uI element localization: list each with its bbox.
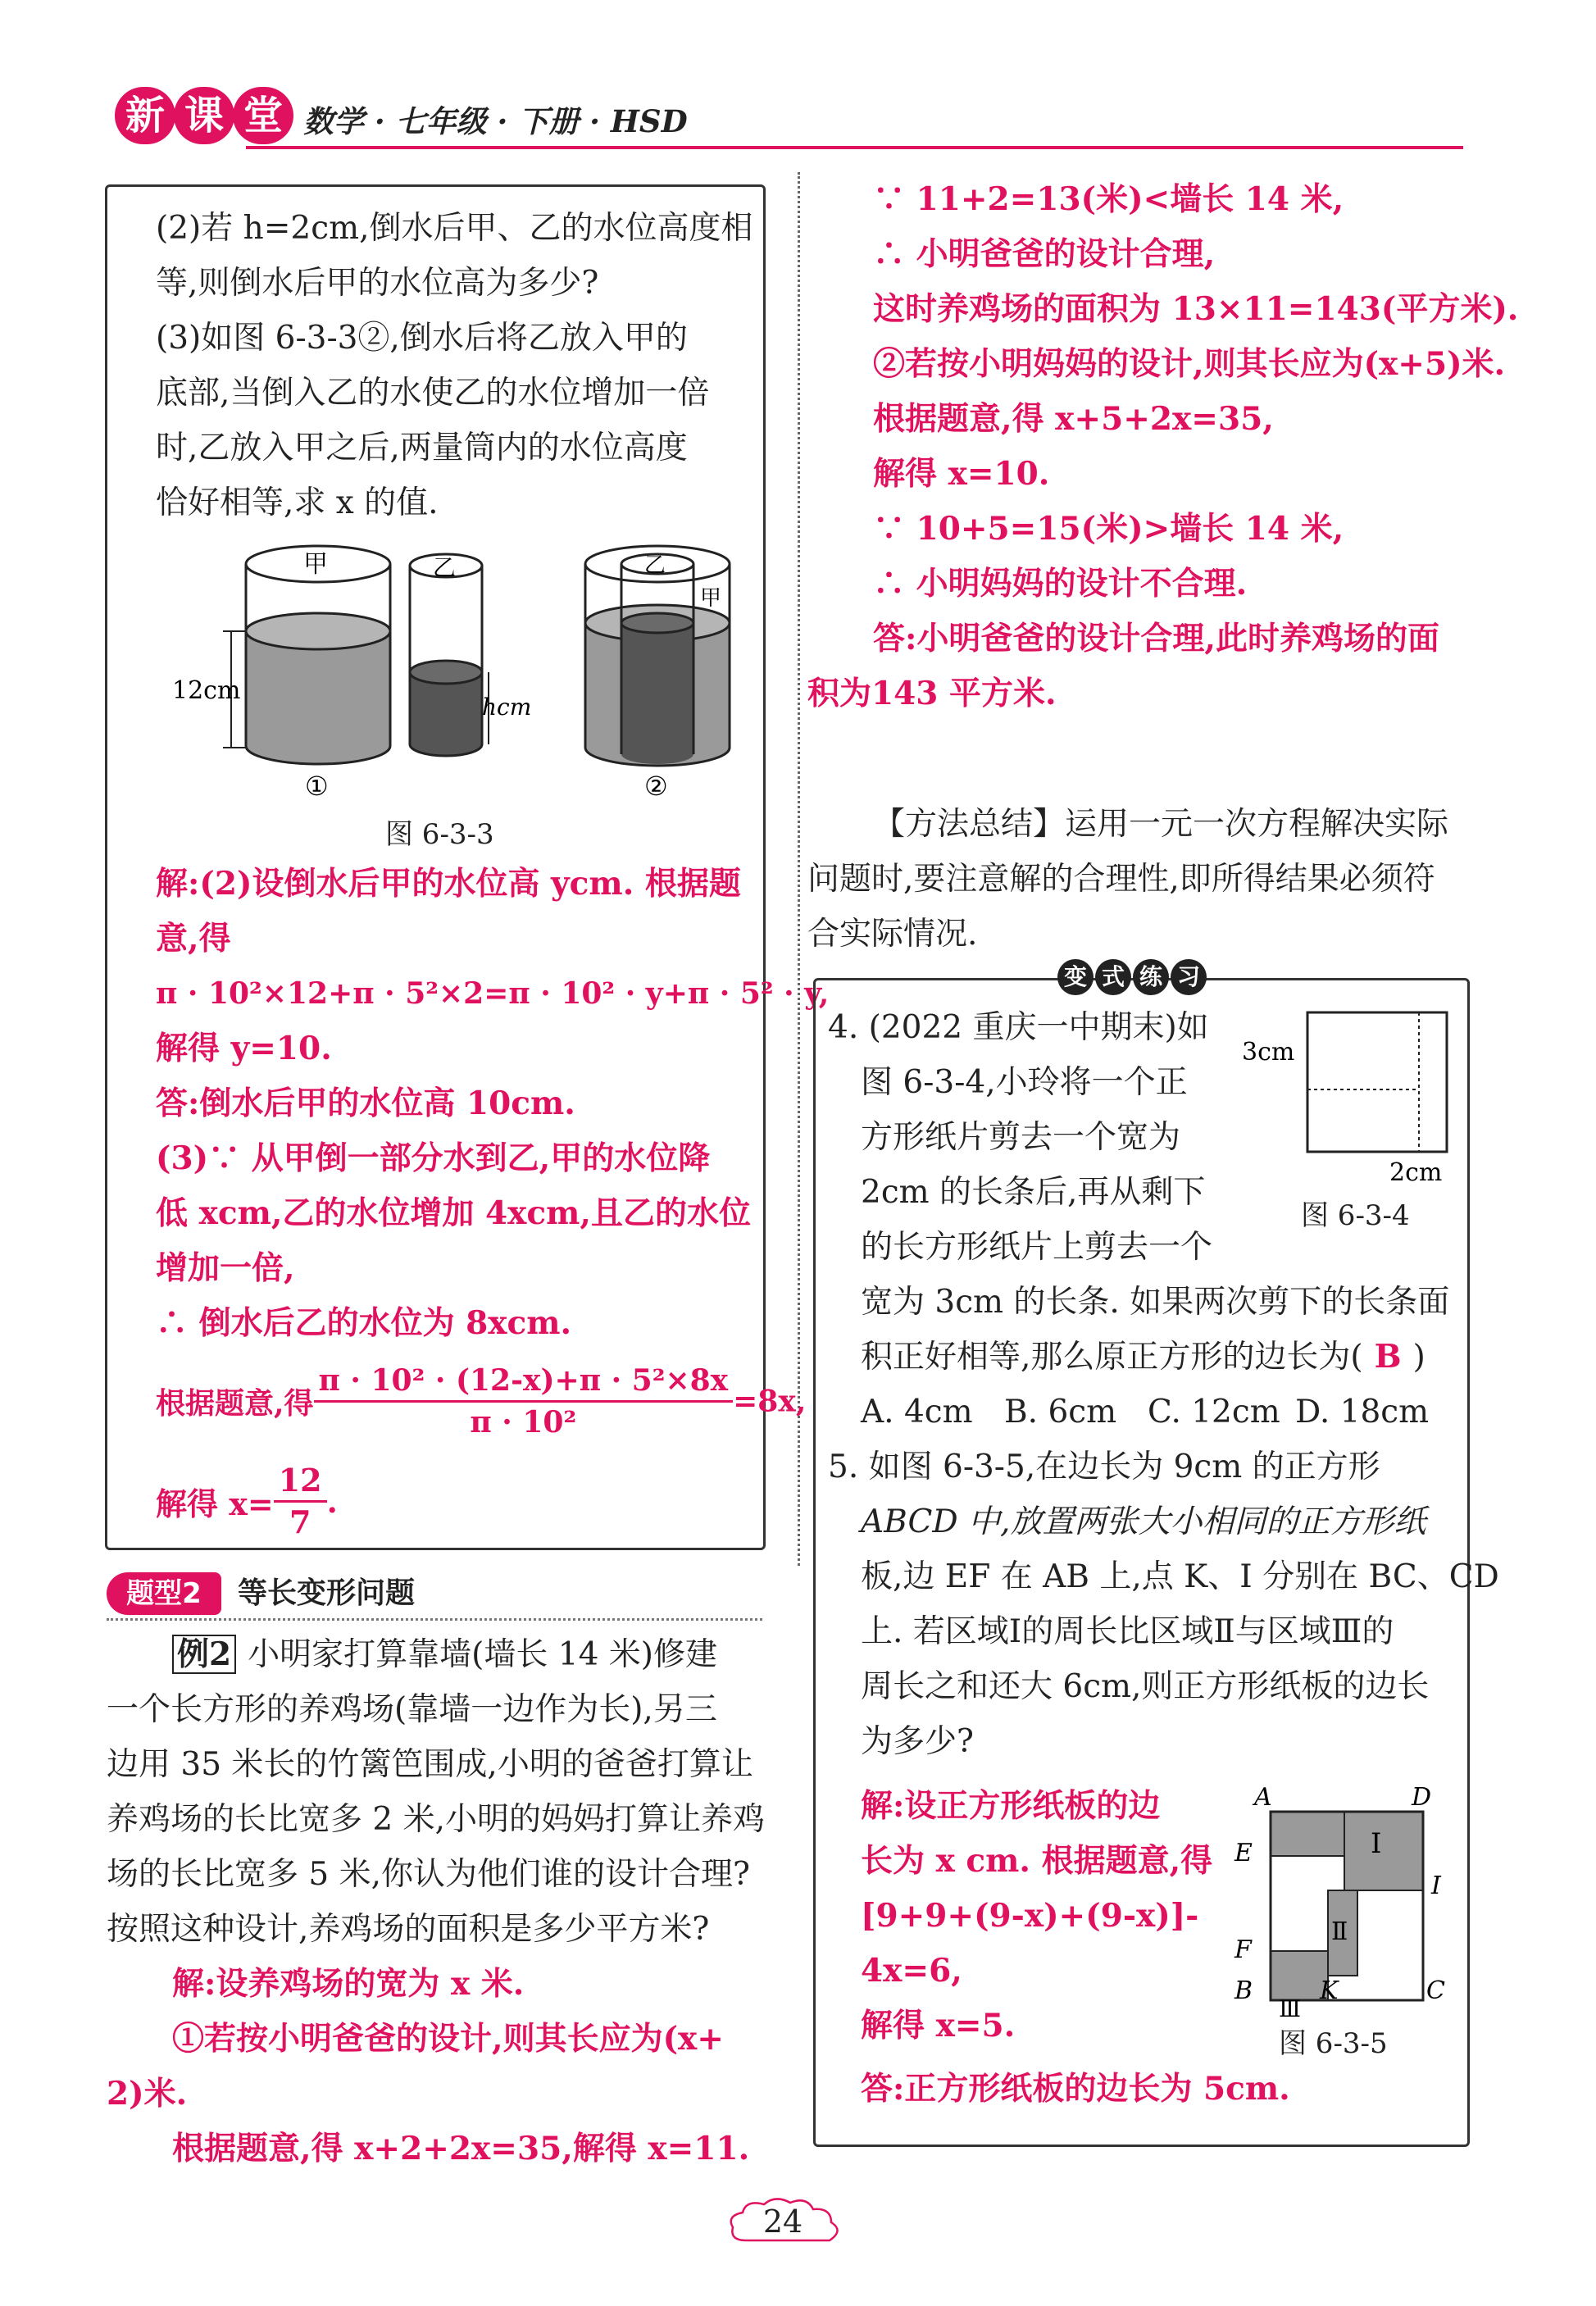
page-number xyxy=(721,2193,853,2250)
eq-suffix: =8x, xyxy=(733,1384,807,1419)
sol-line-5: 答:倒水后甲的水位高 10cm. xyxy=(156,1085,575,1122)
q5-sol-line-5: 解得 x=5. xyxy=(861,2007,1016,2044)
ans-suffix: . xyxy=(326,1483,338,1520)
label-yi-2: 乙 xyxy=(644,553,666,578)
sol-line-1: 解:(2)设倒水后甲的水位高 ycm. 根据题 xyxy=(156,865,741,903)
example-line-6: 按照这种设计,养鸡场的面积是多少平方米? xyxy=(107,1911,710,1948)
example-line-2: 一个长方形的养鸡场(靠墙一边作为长),另三 xyxy=(107,1691,717,1728)
region-3: Ⅲ xyxy=(1279,1995,1302,2017)
example-text-1: 小明家打算靠墙(墙长 14 米)修建 xyxy=(248,1636,717,1673)
q4-line-4: 2cm 的长条后,再从剩下 xyxy=(861,1174,1206,1211)
header-title: 数学 · 七年级 · 下册 · HSD xyxy=(303,103,688,139)
badge-char-1: 变 xyxy=(1057,959,1094,995)
fig-6-3-5-caption: 图 6-3-5 xyxy=(1279,2027,1388,2060)
logo-char-2: 课 xyxy=(174,87,234,144)
answer-fraction xyxy=(156,1461,338,1542)
pt-B: B xyxy=(1235,1976,1253,2005)
q3-line-1: (3)如图 6-3-3②,倒水后将乙放入甲的 xyxy=(156,320,688,357)
pt-D: D xyxy=(1412,1783,1432,1812)
q4-option-d: D. 18cm xyxy=(1295,1394,1430,1430)
right-line-10: 积为143 平方米. xyxy=(807,675,1057,712)
q5-sol-line-1: 解:设正方形纸板的边 xyxy=(861,1787,1161,1825)
logo-char-3: 堂 xyxy=(233,87,293,144)
cylinder-nested xyxy=(585,546,730,766)
right-line-3: 这时养鸡场的面积为 13×11=143(平方米). xyxy=(873,290,1519,328)
pt-K: K xyxy=(1320,1976,1339,2005)
badge-char-4: 习 xyxy=(1171,959,1207,995)
pt-I: I xyxy=(1431,1872,1441,1900)
section-rule xyxy=(107,1618,762,1621)
header-rule xyxy=(246,146,1463,149)
example-line-1 xyxy=(172,1627,717,1682)
ans-prefix: 解得 x= xyxy=(156,1485,274,1522)
q5-line-3: 板,边 EF 在 AB 上,点 K、I 分别在 BC、CD xyxy=(861,1558,1499,1595)
q4-option-c: C. 12cm xyxy=(1148,1394,1280,1430)
q5-line-5: 周长之和还大 6cm,则正方形纸板的边长 xyxy=(861,1668,1430,1705)
region-2: Ⅱ xyxy=(1331,1917,1348,1946)
q4-line-1: 4. (2022 重庆一中期末)如 xyxy=(828,1009,1209,1046)
sol-line-4: 解得 y=10. xyxy=(156,1030,332,1067)
q5-line-1: 5. 如图 6-3-5,在边长为 9cm 的正方形 xyxy=(828,1449,1380,1485)
figure-cylinders xyxy=(164,533,738,803)
q5-line-6: 为多少? xyxy=(861,1723,974,1760)
q4-paren-left: ( xyxy=(1350,1339,1363,1376)
pt-E: E xyxy=(1235,1839,1253,1867)
q5-line-4: 上. 若区域Ⅰ的周长比区域Ⅱ与区域Ⅲ的 xyxy=(861,1613,1394,1650)
equation-fraction xyxy=(156,1361,806,1442)
example-line-4: 养鸡场的长比宽多 2 米,小明的妈妈打算让养鸡 xyxy=(107,1801,766,1838)
q4-option-a: A. 4cm xyxy=(861,1394,973,1430)
eq-numerator: π · 10² · (12-x)+π · 5²×8x xyxy=(314,1361,734,1403)
ans-numerator: 12 xyxy=(274,1461,327,1503)
q3-line-3: 时,乙放入甲之后,两量筒内的水位高度 xyxy=(156,430,688,466)
cylinder-yi xyxy=(410,554,482,756)
brand-logo xyxy=(107,82,295,149)
q5-line-2: ABCD 中,放置两张大小相同的正方形纸 xyxy=(861,1503,1426,1540)
ans-denominator: 7 xyxy=(289,1503,311,1540)
sol-line-3: π · 10²×12+π · 5²×2=π · 10² · y+π · 5² · y, xyxy=(156,976,830,1011)
label-2cm: 2cm xyxy=(1389,1158,1443,1187)
method-line-2: 问题时,要注意解的合理性,即所得结果必须符 xyxy=(807,861,1435,898)
figure-square-strips xyxy=(1242,1004,1455,1193)
q2-line-2: 等,则倒水后甲的水位高为多少? xyxy=(156,265,599,302)
ans-frac xyxy=(274,1461,327,1542)
q5-sol-line-6: 答:正方形纸板的边长为 5cm. xyxy=(861,2070,1290,2108)
right-line-6: 解得 x=10. xyxy=(873,455,1050,493)
fig-6-3-3-caption: 图 6-3-3 xyxy=(385,818,494,851)
ex-sol-line-4: 根据题意,得 x+2+2x=35,解得 x=11. xyxy=(172,2130,750,2167)
example-line-5: 场的长比宽多 5 米,你认为他们谁的设计合理? xyxy=(107,1856,750,1893)
sol-line-2: 意,得 xyxy=(156,920,231,957)
sol-line-6: (3)∵ 从甲倒一部分水到乙,甲的水位降 xyxy=(156,1139,711,1177)
q5-sol-line-4: 4x=6, xyxy=(861,1952,962,1990)
page-number-text: 24 xyxy=(762,2204,803,2240)
right-line-9: 答:小明爸爸的设计合理,此时养鸡场的面 xyxy=(873,620,1439,657)
right-line-8: ∴ 小明妈妈的设计不合理. xyxy=(873,565,1248,603)
label-jia: 甲 xyxy=(303,550,328,579)
ex-sol-line-3: 2)米. xyxy=(107,2075,188,2113)
right-line-1: ∵ 11+2=13(米)<墙长 14 米, xyxy=(873,180,1344,218)
label-12cm: 12cm xyxy=(172,676,241,705)
sol-line-8: 增加一倍, xyxy=(156,1249,295,1287)
eq-frac xyxy=(314,1361,734,1442)
q2-line-1: (2)若 h=2cm,倒水后甲、乙的水位高度相 xyxy=(156,210,753,247)
eq-denominator: π · 10² xyxy=(470,1405,577,1440)
q5-sol-line-2: 长为 x cm. 根据题意,得 xyxy=(861,1842,1213,1880)
eq-prefix: 根据题意,得 xyxy=(156,1386,314,1421)
label-3cm: 3cm xyxy=(1242,1038,1295,1067)
right-line-2: ∴ 小明爸爸的设计合理, xyxy=(873,235,1216,273)
q4-line-7-text: 积正好相等,那么原正方形的边长为 xyxy=(861,1339,1351,1376)
label-yi: 乙 xyxy=(433,554,457,581)
ex-sol-line-1: 解:设养鸡场的宽为 x 米. xyxy=(172,1965,525,2003)
fig-6-3-4-caption: 图 6-3-4 xyxy=(1301,1199,1410,1232)
sol-line-9: ∴ 倒水后乙的水位为 8xcm. xyxy=(156,1304,572,1342)
region-1: Ⅰ xyxy=(1371,1827,1382,1860)
label-fig-2: ② xyxy=(644,771,668,802)
q4-line-5: 的长方形纸片上剪去一个 xyxy=(861,1229,1213,1266)
q4-answer: B xyxy=(1374,1338,1402,1376)
example-tag: 例2 xyxy=(172,1635,236,1674)
column-divider xyxy=(798,172,800,1566)
practice-badge xyxy=(1057,959,1213,998)
right-line-5: 根据题意,得 x+5+2x=35, xyxy=(873,400,1274,438)
pt-A: A xyxy=(1254,1783,1272,1812)
right-line-7: ∵ 10+5=15(米)>墙长 14 米, xyxy=(873,510,1344,548)
pt-F: F xyxy=(1235,1935,1252,1964)
badge-char-2: 式 xyxy=(1095,959,1131,995)
q3-line-2: 底部,当倒入乙的水使乙的水位增加一倍 xyxy=(156,375,710,412)
method-line-1: 【方法总结】运用一元一次方程解决实际 xyxy=(873,806,1449,843)
ex-sol-line-2: ①若按小明爸爸的设计,则其长应为(x+ xyxy=(172,2020,724,2058)
pt-C: C xyxy=(1426,1976,1445,2005)
right-line-4: ②若按小明妈妈的设计,则其长应为(x+5)米. xyxy=(873,345,1506,383)
q4-line-6: 宽为 3cm 的长条. 如果两次剪下的长条面 xyxy=(861,1284,1450,1321)
label-fig-1: ① xyxy=(305,771,329,802)
figure-square-abcd xyxy=(1230,1779,1459,2017)
q4-paren-right: ) xyxy=(1412,1339,1425,1376)
q4-line-3: 方形纸片剪去一个宽为 xyxy=(861,1119,1181,1156)
q4-line-2: 图 6-3-4,小玲将一个正 xyxy=(861,1064,1188,1101)
badge-char-3: 练 xyxy=(1133,959,1169,995)
logo-char-1: 新 xyxy=(115,87,175,144)
q3-line-4: 恰好相等,求 x 的值. xyxy=(156,484,439,521)
q4-option-b: B. 6cm xyxy=(1004,1394,1117,1430)
method-line-3: 合实际情况. xyxy=(807,916,978,953)
sol-line-7: 低 xcm,乙的水位增加 4xcm,且乙的水位 xyxy=(156,1194,751,1232)
label-jia-2: 甲 xyxy=(700,586,722,611)
q5-sol-line-3: [9+9+(9-x)+(9-x)]- xyxy=(861,1897,1199,1935)
label-hcm: hcm xyxy=(482,694,532,721)
section-tag: 题型2 xyxy=(107,1572,221,1615)
example-line-3: 边用 35 米长的竹篱笆围成,小明的爸爸打算让 xyxy=(107,1746,753,1783)
section-title: 等长变形问题 xyxy=(238,1576,416,1610)
q4-line-7 xyxy=(861,1330,1425,1385)
